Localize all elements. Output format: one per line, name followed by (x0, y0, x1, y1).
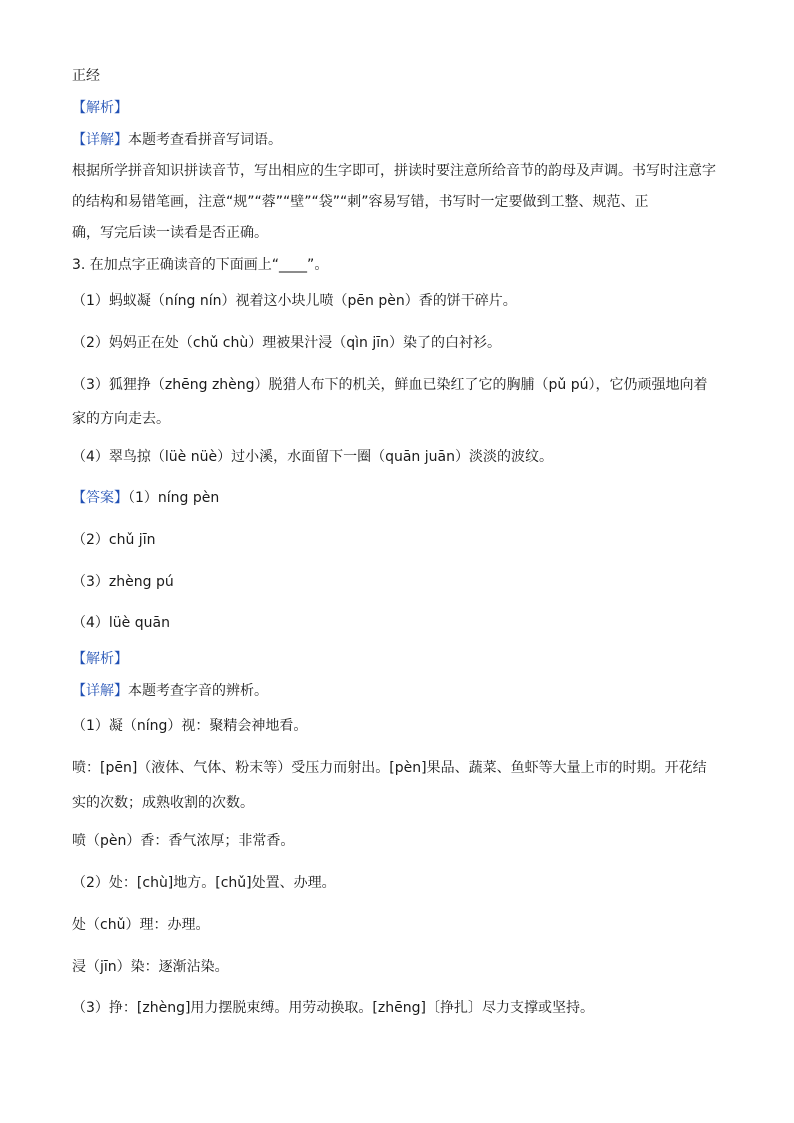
analysis-line: （1）凝（níng）视：聚精会神地看。 (72, 718, 308, 734)
detail-text-2: 本题考查字音的辨析。 (128, 683, 268, 699)
answer-item: （3）zhèng pú (72, 574, 174, 590)
question-item: （2）妈妈正在处（chǔ chù）理被果汁浸（qìn jīn）染了的白衬衫。 (72, 335, 501, 351)
answer-line-1 (72, 488, 219, 508)
detail-line-2 (72, 681, 268, 701)
explanation-line: 确，写完后读一读看是否正确。 (72, 225, 268, 241)
detail-tag-2: 【详解】 (72, 683, 128, 699)
analysis-line: 喷：[pēn]（液体、气体、粉末等）受压力而射出。[pèn]果品、蔬菜、鱼虾等大量上市的时期。开花结 (72, 760, 707, 776)
answer-item: （1）níng pèn (128, 490, 220, 506)
explanation-line: 根据所学拼音知识拼读音节，写出相应的生字即可，拼读时要注意所给音节的韵母及声调。书写时注意字 (72, 163, 716, 179)
question-item: （4）翠鸟掠（lüè nüè）过小溪，水面留下一圈（quān juān）淡淡的波纹。 (72, 449, 553, 465)
question-3-title: 3. 在加点字正确读音的下面画上“____”。 (72, 257, 329, 273)
answer-item: （2）chǔ jīn (72, 532, 156, 548)
analysis-line: 处（chǔ）理：办理。 (72, 917, 210, 933)
detail-line-1 (72, 130, 282, 150)
detail-text-1: 本题考查看拼音写词语。 (128, 132, 282, 148)
analysis-tag-1: 【解析】 (72, 100, 128, 116)
question-item: （3）狐狸挣（zhēng zhèng）脱猎人布下的机关，鲜血已染红了它的胸脯（pǔ pú），它仍顽强地向着 (72, 377, 708, 393)
answer-item: （4）lüè quān (72, 615, 170, 631)
analysis-line: 浸（jīn）染：逐渐沾染。 (72, 959, 229, 975)
explanation-line: 的结构和易错笔画，注意“规”“蓉”“壁”“袋”“刺”容易写错，书写时一定要做到工整、规范、正 (72, 194, 649, 210)
analysis-line: （2）处：[chù]地方。[chǔ]处置、办理。 (72, 875, 336, 891)
top-word: 正经 (72, 68, 100, 84)
answer-tag: 【答案】 (72, 490, 128, 506)
question-item: （1）蚂蚁凝（níng nín）视着这小块儿喷（pēn pèn）香的饼干碎片。 (72, 293, 517, 309)
analysis-tag-2: 【解析】 (72, 651, 128, 667)
detail-tag-1: 【详解】 (72, 132, 128, 148)
analysis-line: 喷（pèn）香：香气浓厚；非常香。 (72, 833, 295, 849)
analysis-line: 实的次数；成熟收割的次数。 (72, 795, 254, 811)
question-item: 家的方向走去。 (72, 411, 170, 427)
analysis-line: （3）挣：[zhèng]用力摆脱束缚。用劳动换取。[zhēng]〔挣扎〕尽力支撑或坚持。 (72, 1000, 594, 1016)
